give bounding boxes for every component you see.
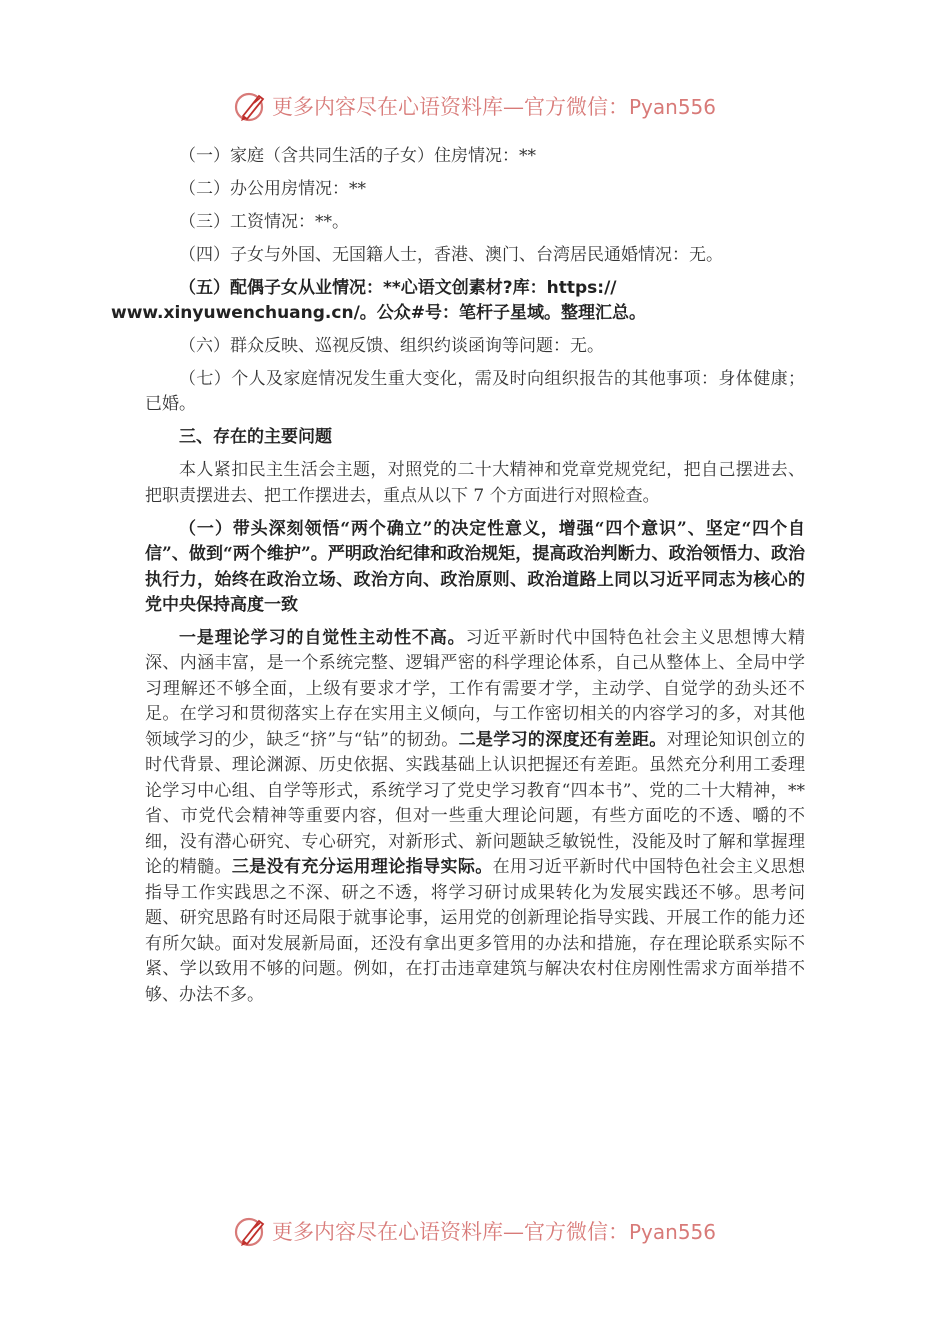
item-1: （一）家庭（含共同生活的子女）住房情况：**: [179, 146, 536, 166]
banner-text: 更多内容尽在心语资料库—官方微信：Pyan556: [271, 1220, 716, 1244]
body-paragraph: 一是理论学习的自觉性主动性不高。习近平新时代中国特色社会主义思想博大精深、内涵丰富，是一个系统完整、逻辑严密的科学理论体系，自己从整体上、全局中学习理解还不够全面，上级有要求才学，工作有需要才学，主动学、自觉学的劲头还不足。在学习和贯彻落实上存在实用主义倾向，与工作密切相关的内容学习的多，对其他领域学习的少，缺乏“挤”与“钻”的韧劲。二是学习的深度还有差距。对理论知识创立的时代背景、理论渊源、历史依据、实践基础上认识把握还有差距。虽然充分利用工委理论学习中心组、自学等形式，系统学习了党史学习教育“四本书”、党的二十大精神，**省、市党代会精神等重要内容，但对一些重大理论问题，有些方面吃的不透、嚼的不细，没有潜心研究、专心研究，对新形式、新问题缺乏敏锐性，没能及时了解和掌握理论的精髓。三是没有充分运用理论指导实际。在用习近平新时代中国特色社会主义思想指导工作实践思之不深、研之不透，将学习研讨成果转化为发展实践还不够。思考问题、研究思路有时还局限于就事论事，运用党的创新理论指导实践、开展工作的能力还有所欠缺。面对发展新局面，还没有拿出更多管用的办法和措施，存在理论联系实际不紧、学以致用不够的问题。例如，在打击违章建筑与解决农村住房刚性需求方面举措不够、办法不多。: [145, 627, 806, 1005]
pen-logo-icon: [234, 1214, 268, 1248]
item-2: （二）办公用房情况：**: [179, 178, 366, 199]
footer-banner: [0, 1211, 950, 1251]
pen-logo-icon: [234, 89, 268, 123]
subsection-heading: （一）带头深刻领悟“两个确立”的决定性意义，增强“四个意识”、坚定“四个自信”、做到“两个维护”。严明政治纪律和政治规矩，提高政治判断力、政治领悟力、政治执行力，始终在政治立场、政治方向、政治原则、政治道路上同以习近平同志为核心的党中央保持高度一致: [145, 518, 805, 616]
item-4: （四）子女与外国、无国籍人士，香港、澳门、台湾居民通婚情况：无。: [179, 244, 723, 265]
item-5: （五）配偶子女从业情况：**心语文创素材?库：https:// www.xinyuwenchuang.cn/。公众#号：笔杆子星域。整理汇总。: [111, 277, 647, 324]
item-3: （三）工资情况：**。: [179, 211, 349, 232]
section-heading: 三、存在的主要问题: [179, 427, 332, 448]
header-banner: [0, 86, 950, 126]
banner-text: 更多内容尽在心语资料库—官方微信：Pyan556: [271, 95, 716, 119]
document-body: [111, 144, 806, 1008]
intro-paragraph: 本人紧扣民主生活会主题，对照党的二十大精神和党章党规党纪，把自己摆进去、把职责摆进去、把工作摆进去，重点从以下 7 个方面进行对照检查。: [145, 460, 805, 506]
item-7: （七）个人及家庭情况发生重大变化，需及时向组织报告的其他事项：身体健康；已婚。: [145, 368, 805, 415]
item-6: （六）群众反映、巡视反馈、组织约谈函询等问题：无。: [179, 335, 604, 356]
